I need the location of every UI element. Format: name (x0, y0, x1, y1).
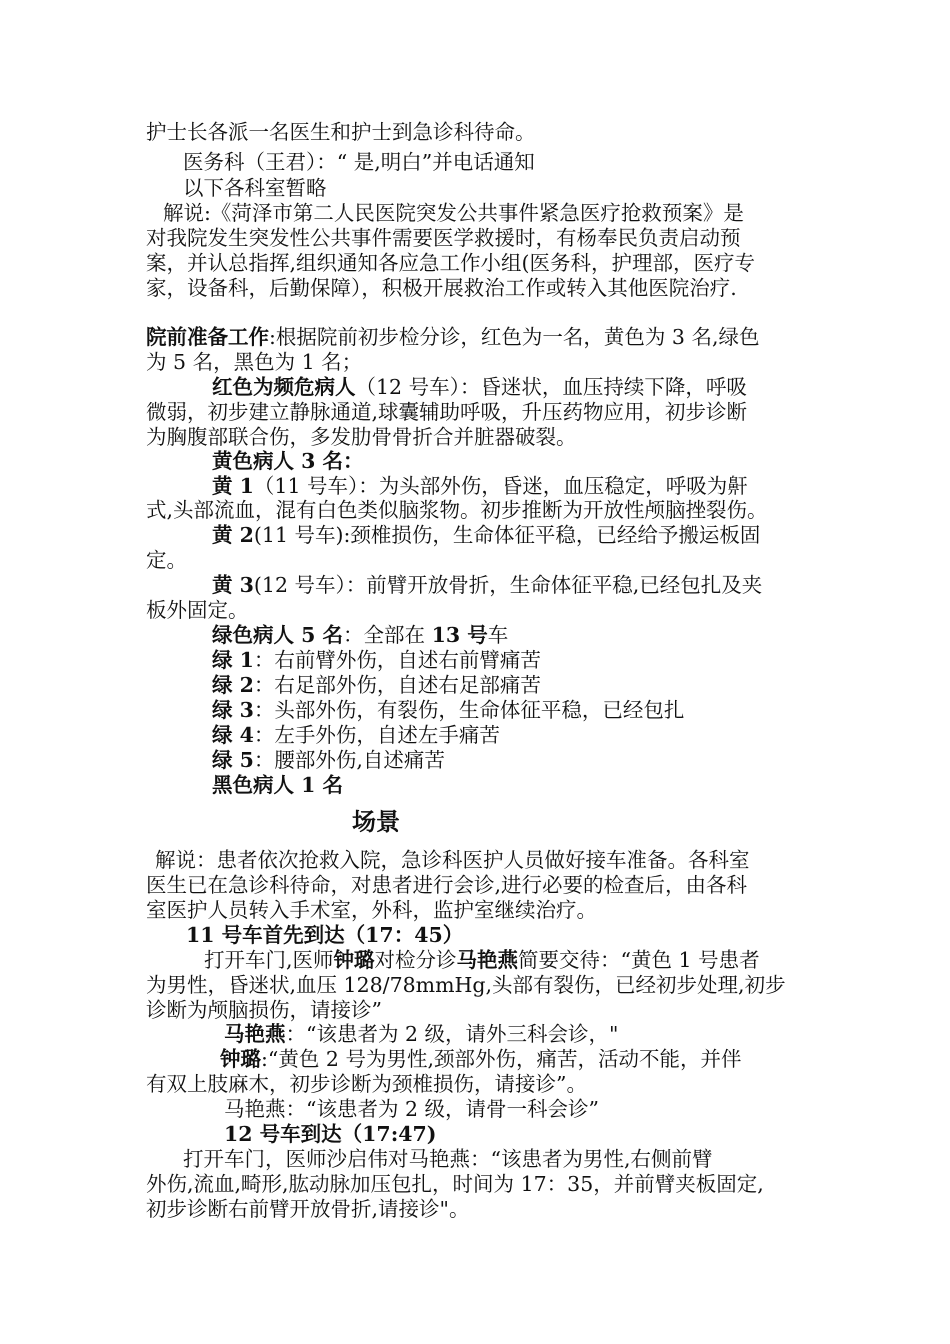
nurse-name: 马艳燕 (456, 948, 519, 972)
dialogue-line (146, 1072, 587, 1096)
red-patient-line (146, 425, 577, 449)
car-11-header (186, 923, 463, 947)
text: 打开车门，医师沙启伟对马艳燕：“该患者为男性,右侧前臂 (183, 1147, 713, 1171)
speaker-name: 马艳燕 (224, 1022, 286, 1046)
narration-line (146, 226, 741, 250)
text: 医务科（王君）：“ 是,明白”并电话通知 (183, 150, 535, 174)
narration-line (146, 276, 737, 300)
car-number: 13 号 (431, 623, 488, 647)
yellow-header (212, 449, 364, 473)
dialogue-line (183, 1147, 713, 1171)
speaker-name: 钟璐 (220, 1047, 261, 1071)
dialogue-line (146, 998, 382, 1022)
yellow-3-line (212, 573, 762, 597)
red-patient-line (146, 400, 747, 424)
yellow-3-line (146, 598, 249, 622)
text: ：全部在 (343, 623, 432, 647)
black-header (212, 773, 343, 797)
doctor-name: 钟璐 (333, 948, 375, 972)
text: 初步诊断右前臂开放骨折,请接诊"。 (146, 1197, 470, 1221)
text: 室医护人员转入手术室，外科，监护室继续治疗。 (146, 898, 597, 922)
yellow-1-line (212, 474, 748, 498)
green-item-label: 绿 5 (212, 748, 254, 772)
intro-line (146, 120, 536, 144)
text: 车 (487, 623, 509, 647)
yellow-2-line (212, 523, 760, 547)
text: 外伤,流血,畸形,肱动脉加压包扎，时间为 17：35，并前臂夹板固定, (146, 1172, 764, 1196)
green-item-label: 绿 1 (212, 648, 254, 672)
dialogue-line (224, 1097, 599, 1121)
text: 家，设备科，后勤保障），积极开展救治工作或转入其他医院治疗. (146, 276, 737, 300)
text: ：左手外伤，自述左手痛苦 (253, 723, 500, 747)
text: ：腰部外伤,自述痛苦 (253, 748, 445, 772)
text: 以下各科室暂略 (183, 176, 327, 200)
text: 马艳燕：“该患者为 2 级，请骨一科会诊” (224, 1097, 600, 1121)
text: 医生已在急诊科待命，对患者进行会诊,进行必要的检查后，由各科 (146, 873, 748, 897)
text: 11 号车首先到达（17：45） (186, 923, 464, 947)
dialogue-line (204, 948, 760, 972)
text: (12 号车）：前臂开放骨折，生命体征平稳,已经包扎及夹 (253, 573, 763, 597)
dialogue-line (220, 1047, 741, 1071)
yellow-2-label: 黄 2 (212, 523, 254, 547)
narration-line (155, 848, 750, 872)
green-patient-line (212, 748, 445, 772)
dialogue-line (146, 973, 786, 997)
yellow-1-line (146, 498, 768, 522)
narration-line (163, 201, 744, 225)
text: (11 号车):颈椎损伤，生命体征平稳，已经给予搬运板固 (253, 523, 761, 547)
green-label: 绿色病人 5 名 (212, 623, 344, 647)
yellow-1-label: 黄 1 (212, 474, 254, 498)
green-item-label: 绿 3 (212, 698, 254, 722)
text: :“黄色 2 号为男性,颈部外伤，痛苦，活动不能，并伴 (261, 1047, 742, 1071)
text: 诊断为颅脑损伤，请接诊” (146, 998, 382, 1022)
intro-line (183, 176, 327, 200)
green-item-label: 绿 4 (212, 723, 254, 747)
yellow-2-line (146, 548, 187, 572)
text: ：“该患者为 2 级，请外三科会诊，" (285, 1022, 619, 1046)
prep-label: 院前准备工作 (146, 325, 269, 349)
green-patient-line (212, 648, 541, 672)
green-patient-line (212, 723, 500, 747)
text: 为男性，昏迷状,血压 128/78mmHg,头部有裂伤，已经初步处理,初步 (146, 973, 786, 997)
narration-line (146, 898, 597, 922)
narration-line (146, 251, 755, 275)
text: 黑色病人 1 名 (212, 773, 344, 797)
text: 护士长各派一名医生和护士到急诊科待命。 (146, 120, 536, 144)
text: ：右足部外伤，自述右足部痛苦 (253, 673, 541, 697)
dialogue-line (146, 1197, 469, 1221)
narration-line (146, 873, 747, 897)
car-12-header (224, 1122, 437, 1146)
text: 打开车门,医师 (204, 948, 334, 972)
text: 解说:《菏泽市第二人民医院突发公共事件紧急医疗抢救预案》是 (163, 201, 744, 225)
text: 定。 (146, 548, 187, 572)
text: 板外固定。 (146, 598, 249, 622)
text: 解说：患者依次抢救入院，急诊科医护人员做好接车准备。各科室 (155, 848, 750, 872)
text: 为胸腹部联合伤，多发肋骨骨折合并脏器破裂。 (146, 425, 577, 449)
text: 对检分诊 (374, 948, 457, 972)
red-patient-line (212, 375, 747, 399)
text: （11 号车）：为头部外伤，昏迷，血压稳定，呼吸为鼾 (253, 474, 748, 498)
text: 简要交待：“黄色 1 号患者 (518, 948, 760, 972)
yellow-3-label: 黄 3 (212, 573, 254, 597)
text: 12 号车到达（17:47) (224, 1122, 437, 1146)
text: 微弱，初步建立静脉通道,球囊辅助呼吸，升压药物应用，初步诊断 (146, 400, 748, 424)
prep-line (146, 350, 362, 374)
text: ：头部外伤，有裂伤，生命体征平稳，已经包扎 (253, 698, 685, 722)
prep-line (146, 325, 760, 349)
green-header (212, 623, 508, 647)
dialogue-line (224, 1022, 618, 1046)
red-label: 红色为频危病人 (212, 375, 356, 399)
green-item-label: 绿 2 (212, 673, 254, 697)
green-patient-line (212, 673, 541, 697)
intro-line (183, 150, 535, 174)
text: ：右前臂外伤，自述右前臂痛苦 (253, 648, 541, 672)
text: :根据院前初步检分诊，红色为一名，黄色为 3 名,绿色 (269, 325, 760, 349)
dialogue-line (146, 1172, 764, 1196)
text: 为 5 名，黑色为 1 名； (146, 350, 363, 374)
text: （12 号车）：昏迷状，血压持续下降，呼吸 (355, 375, 747, 399)
text: 黄色病人 3 名： (212, 449, 364, 473)
text: 有双上肢麻木，初步诊断为颈椎损伤，请接诊”。 (146, 1072, 587, 1096)
scene-title: 场景 (352, 807, 400, 836)
text: 式,头部流血，混有白色类似脑浆物。初步推断为开放性颅脑挫裂伤。 (146, 498, 768, 522)
green-patient-line (212, 698, 684, 722)
text: 对我院发生突发性公共事件需要医学救援时，有杨奉民负责启动预 (146, 226, 741, 250)
text: 案，并认总指挥,组织通知各应急工作小组(医务科，护理部，医疗专 (146, 251, 756, 275)
